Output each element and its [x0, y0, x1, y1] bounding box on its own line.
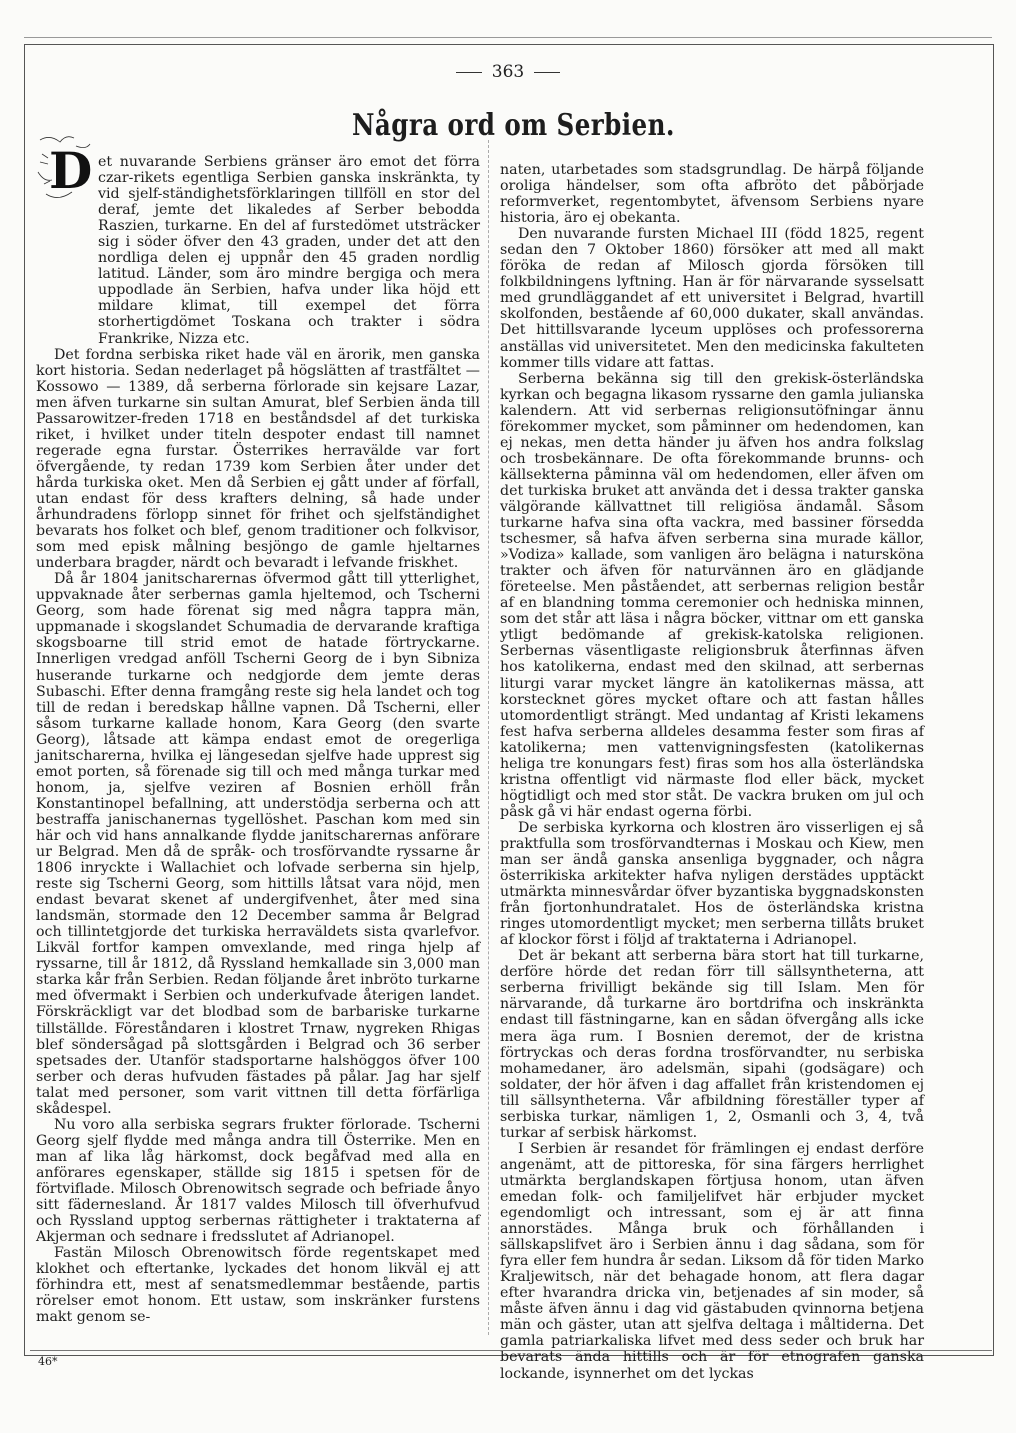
- paragraph: I Serbien är resandet för främlingen ej endast derföre angenämt, att de pittoreska, för sina färgers herrlighet utmärkta berglandskapen förtjusa honom, utan äfven emedan folk- och familjelifvet här erbjuder mycket egendomligt och intressant, som ej är att finna annorstädes. Många bruk och förhållanden i sällskapslifvet äro i Serbien ännu i dag sådana, som för fyra eller fem hundra år sedan. Liksom då för tiden Marko Kraljewitsch, när det behagade honom, att flera dagar efter hvarandra dricka vin, betjenades af sin moder, så måste äfven ännu i dag vid gästabuden qvinnorna betjena män och gäster, utan att sjelfva deltaga i måltiderna. Det gamla patriarkaliska lifvet med dess seder och bruk har bevarats ända hittills och är för etnografen ganska lockande, isynnerhet om det lyckas: [500, 1140, 924, 1382]
- paragraph: Nu voro alla serbiska segrars frukter förlorade. Tscherni Georg sjelf flydde med många andra till Österrike. Men en man af lika låg härkomst, dock begåfvad med alla en anförares egenskaper, ställde sig 1815 i spetsen för de förtviflade. Milosch Obrenowitsch segrade och befriade ånyo sitt fädernesland. År 1817 valdes Milosch till öfverhufvud och Ryssland upptog serbernas rättigheter i traktaterna af Akjerman och sednare i fredsslutet af Adrianopel.: [36, 1116, 480, 1246]
- article-title: Några ord om Serbien.: [352, 108, 675, 143]
- signature-mark: 46*: [38, 1355, 58, 1368]
- paragraph: Det är bekant att serberna bära stort hat till turkarne, derföre hörde det redan förr till sällsyntheterna, att serberna frivilligt bekände sig till Islam. Men för närvarande, då turkarne äro bortdrifna och inskränkta endast till fästningarne, kan en sådan öfvergång alls icke mera äga rum. I Bosnien deremot, der de kristna förtryckas och deras fordna trosförvandter, nu serbiska mohamedaner, äro adelsmän, sipahi (godsägare) och soldater, der hör äfven i dag affallet från kristendomen ej till sällsyntheterna. Vår afbildning föreställer typer af serbiska turkar, nämligen 1, 2, Osmanli och 3, 4, två turkar af serbisk härkomst.: [500, 948, 924, 1141]
- paragraph: De serbiska kyrkorna och klostren äro visserligen ej så praktfulla som trosförvandternas i Moskau och Kiew, men man ser ändå ganska ansenliga byggnader, och några österrikiska arkitekter hafva nyligen derstädes upptäckt utmärkta minnesvårdar öfver byzantiska byggnadskonsten från fjortonhundratalet. Hos de österländska kristna ringes utomordentligt mycket; men serberna tillåts bruket af klockor först i följd af traktaterna i Adrianopel.: [500, 819, 924, 949]
- paragraph: Serberna bekänna sig till den grekisk-österländska kyrkan och begagna likasom ryssarne den gamla julianska kalendern. Att vid serbernas religionsutöfningar ännu förekommer mycket, som påminner om hedendomen, kan ej nekas, men detta händer ju äfven hos andra folkslag och trosbekännare. De ofta förekommande brunns- och källsekterna påminna väl om hedendomen, eller äfven om det turkiska bruket att använda det i dessa trakter ganska välgörande källvattnet till religiösa ändamål. Såsom turkarne hafva sina ofta vackra, med bassiner försedda tschesmer, så hafva äfven serberna sina murade källor, »Vodiza» kallade, som vanligen äro belägna i natursköna trakter och äfven för naturvännen äro en glädjande företeelse. Men påståendet, att serbernas religion består af en blandning tomma ceremonier och hedniska minnen, som det står att läsa i några böcker, vittnar om ett ganska ytligt bedömande af grekisk-katolska religionen. Serbernas väsentligaste religionsbruk återfinnas äfven hos katolikerna, endast med den skilnad, att serbernas liturgi varar mycket längre än katolikernas mässa, att korstecknet göres mycket oftare och att fastan hålles utomordentligt strängt. Med undantag af Kristi lekamens fest hafva serberna alldeles desamma fester som firas af katolikerna; men vattenvigningsfesten (katolikernas heliga tre konungars fest) firas som hos alla österländska kristna offentligt vid närmaste flod eller bäck, mycket högtidligt och med stor ståt. De vackra bruken om jul och påsk gå vi här endast ogerna förbi.: [500, 370, 924, 820]
- dash-right: [534, 72, 560, 73]
- page-number: [0, 62, 1016, 82]
- paragraph: Fastän Milosch Obrenowitsch förde regentskapet med klokhet och eftertanke, lyckades det honom likväl ej att förhindra ett, mest af senatsmedlemmar bestående, partis rörelser emot honom. Ett ustaw, som inskränker furstens makt genom se-: [36, 1245, 480, 1326]
- bottom-rule: [30, 1350, 992, 1351]
- paragraph: et nuvarande Serbiens gränser äro emot det förra czar-rikets egentliga Serbien ganska inskränkta, ty vid sjelf-ständighetsförklaringen tillföll en stor del deraf, jemte det likaledes af Serber bebodda Raszien, turkarne. En del af furstedömet utsträcker sig i söder öfver den 43 graden, under det att den nordliga delen ej uppnår den 45 graden nordlig latitud. Länder, som äro mindre bergiga och mera uppodlade än Serbien, hafva under lika höjd ett mildare klimat, till exempel det förra storhertigdömet Toskana och trakter i södra Frankrike, Nizza etc.: [98, 154, 480, 347]
- left-column: [36, 154, 480, 1325]
- dropcap-letter: D: [49, 141, 93, 200]
- paragraph: naten, utarbetades som stadsgrundlag. De härpå följande oroliga händelser, som ofta afbröto det påbörjade reformverket, regentombytet, äfvensom Serbiens nyare historia, äro ej obekanta.: [500, 162, 924, 227]
- right-column: [500, 162, 924, 1382]
- dash-left: [456, 72, 482, 73]
- column-divider: [488, 140, 489, 1335]
- paragraph: Det fordna serbiska riket hade väl en ärorik, men ganska kort historia. Sedan nederlaget på högslätten af trastfältet — Kossowo — 1389, då serberna förlorade sin kejsare Lazar, men äfven turkarne sin sultan Amurat, blef Serbien ända till Passarowitzer-freden 1718 en beståndsdel af det turkiska riket, i hvilket under titeln despoter endast till namnet regerade egna furstar. Österrikes herravälde var fort öfvergående, ty redan 1739 kom Serbien åter under det hårda turkiska oket. Men då Serbien ej gått under af förfall, utan endast för dess krafters delning, så hade under århundradens förlopp sinnet för frihet och sjelfständighet bevarats hos folket och blef, genom traditioner och folkvisor, som med episk målning besjöngo de gamle hjeltarnes underbara bragder, närdt och bevaradt i lefvande friskhet.: [36, 346, 480, 572]
- page-number-text: 363: [491, 62, 525, 82]
- paragraph: Då år 1804 janitscharernas öfvermod gått till ytterlighet, uppvaknade åter serbernas gamla hjeltemod, och Tscherni Georg, som hade förenat sig med några tappra män, uppmanade i skogslandet Schumadia de dervarande kraftiga skogsboarne till strid emot de hatade förtryckarne. Innerligen vredgad anföll Tscherni Georg de i byn Sibniza huserande turkarne och nedgjorde dem jemte deras Subaschi. Efter denna framgång reste sig hela landet och tog till de redan i beredskap hållne vapnen. Då Tscherni, eller såsom turkarne kallade honom, Kara Georg (den svarte Georg), låtsade att kämpa endast emot de oregerliga janitscharerna, hvilka ej längesedan sjelfve hade upprest sig emot porten, så förenade sig till och med många turkar med honom, ja, sjelfve veziren af Bosnien erhöll från Konstantinopel befallning, att understödja serberna och att bestraffa janischanernas tygellöshet. Paschan kom med sin här och vid hans annalkande flydde janitscharernas anförare ur Belgrad. Men då de språk- och trosförvandte ryssarne år 1806 inryckte i Wallachiet och lofvade serberna sin hjelp, reste sig Tscherni Georg, som hittills låtsat vara nöjd, men endast bevarat skenet af undergifvenhet, åter med sina landsmän, stormade den 12 December samma år Belgrad och tillintetgjorde det turkiska herraväldets sista qvarlefvor. Likväl fortfor kampen omvexlande, med ringa hjelp af ryssarne, till år 1812, då Ryssland hemkallade sin 3,000 man starka kår från Serbien. Redan följande året inbröto turkarne med öfvermakt i Serbien och underkufvade återigen landet. Förskräckligt var det blodbad som de barbariske turkarne tillställde. Föreståndaren i klostret Trnaw, nygreken Rhigas blef söndersågad på slottsgården i Belgrad och 36 serber spetsades der. Utanför stadsportarne halshöggos öfver 100 serber och deras hufvuden fästades på pålar. Jag har sjelf talat med personer, som varit vittnen till detta förfärliga skådespel.: [36, 571, 480, 1117]
- top-rule: [24, 37, 992, 38]
- paragraph: Den nuvarande fursten Michael III (född 1825, regent sedan den 7 Oktober 1860) försöker att med all makt föröka de redan af Milosch gjorda försöken till folkbildningens lyftning. Han är för närvarande sysselsatt med grundläggandet af ett universitet i Belgrad, hvartill skolfonden, bestående af 60,000 dukater, skall användas. Det hittillsvarande lyceum upplöses och professorerna anställas vid universitetet. Men den medicinska fakulteten kommer tills vidare att fattas.: [500, 226, 924, 371]
